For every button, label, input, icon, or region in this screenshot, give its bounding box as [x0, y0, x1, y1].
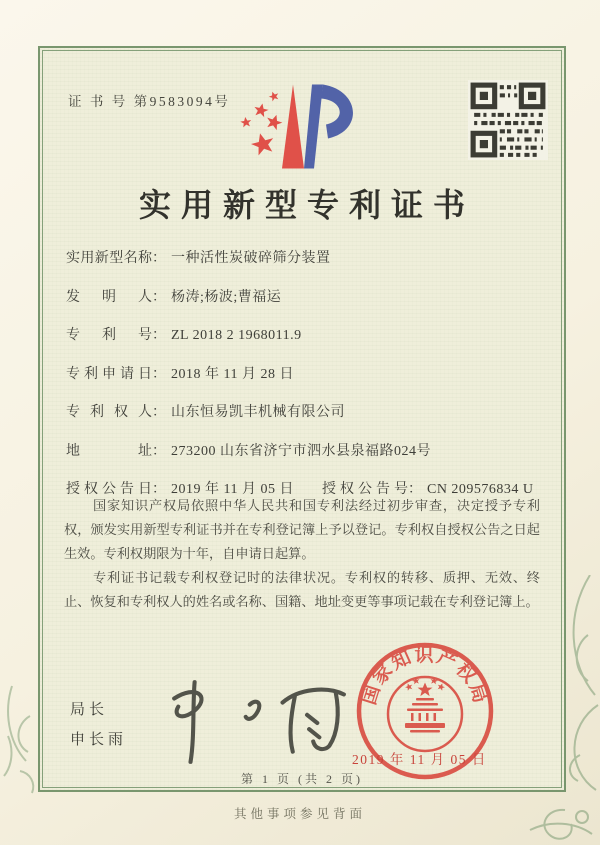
- back-side-note: 其他事项参见背面: [233, 807, 366, 821]
- legal-paragraph-2: 专利证书记载专利权登记时的法律状况。专利权的转移、质押、无效、终止、恢复和专利权人的姓名或名称、国籍、地址变更等事项记载在专利登记簿上。: [64, 570, 540, 610]
- field-label: 发明人: [66, 289, 152, 305]
- page-indicator: 第 1 页 (共 2 页): [241, 772, 363, 786]
- qr-code: [468, 80, 548, 160]
- field-value: 一种活性炭破碎筛分装置: [171, 251, 331, 266]
- field-list: [66, 248, 552, 518]
- field-value: ZL 2018 2 1968011.9: [171, 328, 302, 343]
- logo-triangle: [282, 85, 304, 169]
- field-label: 专利申请日: [66, 366, 152, 382]
- certificate-title: 实用新型专利证书: [138, 187, 475, 223]
- commissioner-name: 申长雨: [70, 732, 128, 748]
- field-value: 杨涛;杨波;曹福运: [171, 289, 282, 305]
- field-colon: ：: [152, 405, 166, 420]
- field-colon: ：: [152, 482, 166, 497]
- legal-text: [64, 494, 540, 614]
- seal-agency-text: 国家知识产权局: [358, 645, 492, 708]
- field-value: 山东恒易凯丰机械有限公司: [171, 405, 345, 420]
- field-label: 授权公告号: [321, 482, 408, 497]
- commissioner-signature: [152, 676, 364, 768]
- field-row-inventors: [66, 287, 552, 309]
- certificate-number: 证 书 号 第9583094号: [68, 94, 231, 109]
- field-label: 实用新型名称: [66, 251, 152, 266]
- field-label: 地址: [66, 443, 152, 459]
- field-colon: ：: [152, 366, 166, 382]
- field-colon: ：: [152, 328, 166, 343]
- svg-text:国家知识产权局: [358, 643, 492, 707]
- certificate-frame: [38, 46, 566, 792]
- logo-p-letter: [304, 85, 353, 169]
- commissioner-title: 局长: [70, 702, 109, 718]
- field-label: 专利号: [66, 328, 152, 343]
- field-row-address: [66, 441, 552, 463]
- seal-national-emblem: [388, 677, 462, 751]
- cnipa-logo: [230, 80, 375, 176]
- grant-number-value: CN 209576834 U: [426, 482, 534, 497]
- logo-stars: [240, 90, 284, 156]
- field-colon: ：: [152, 289, 166, 305]
- field-row-patent-number: [66, 325, 552, 347]
- field-label: 专利权人: [66, 405, 152, 420]
- field-colon: ：: [407, 482, 422, 497]
- grant-date-value: 2019 年 11 月 05 日: [171, 482, 294, 497]
- field-value: 273200 山东省济宁市泗水县泉福路024号: [171, 443, 431, 459]
- field-row-patentee: [66, 402, 552, 424]
- field-colon: ：: [152, 443, 166, 459]
- legal-paragraph-1: 国家知识产权局依照中华人民共和国专利法经过初步审查，决定授予专利权，颁发实用新型专利证书并在专利登记簿上予以登记。专利权自授权公告之日起生效。专利权期限为十年，自申请日起算。: [64, 498, 540, 562]
- field-row-filing-date: [66, 364, 552, 386]
- field-value: 2018 年 11 月 28 日: [171, 366, 294, 382]
- seal-date: 2019 年 11 月 05 日: [352, 752, 487, 767]
- field-row-name: [66, 248, 552, 270]
- field-label: 授权公告日: [66, 482, 152, 497]
- field-colon: ：: [152, 251, 166, 266]
